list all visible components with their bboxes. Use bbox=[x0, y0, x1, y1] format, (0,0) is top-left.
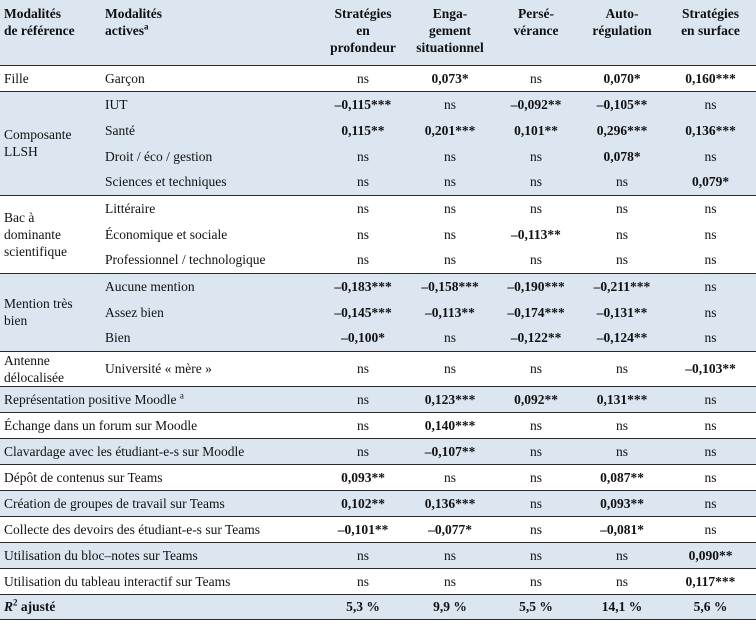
r2-value: 5,5 % bbox=[493, 594, 579, 619]
coefficient-cell: –0,145*** bbox=[334, 304, 392, 320]
variable-label bbox=[0, 568, 319, 594]
coefficient-cell: ns bbox=[407, 464, 493, 490]
table-row bbox=[0, 464, 756, 490]
r2-value: 5,6 % bbox=[665, 594, 756, 619]
table-row bbox=[0, 351, 756, 386]
reference-modality bbox=[0, 91, 101, 195]
variable-label-text: Échange dans un forum sur Moodle bbox=[4, 417, 198, 433]
coefficient-cell: –0,092** bbox=[493, 91, 579, 117]
coefficient-cell: ns bbox=[493, 412, 579, 438]
coefficient-cell: –0,122** bbox=[510, 330, 562, 346]
variable-label-text: Utilisation du bloc–notes sur Teams bbox=[4, 547, 198, 563]
reference-line: bien bbox=[4, 313, 28, 328]
coefficient-cell: –0,183*** bbox=[319, 273, 407, 299]
coefficient-cell: ns bbox=[579, 351, 665, 386]
table-row bbox=[0, 490, 756, 516]
coefficient-cell: ns bbox=[665, 490, 756, 516]
coefficient-cell: 0,090** bbox=[665, 542, 756, 568]
header-active: Modalités actives$^a$ bbox=[101, 0, 319, 65]
coefficient-cell: 0,078* bbox=[603, 148, 641, 164]
coefficient-cell: ns bbox=[356, 174, 369, 190]
table-row bbox=[0, 542, 756, 568]
reference-line: Bac à bbox=[4, 209, 35, 225]
coefficient-cell: 0,093** bbox=[579, 490, 665, 516]
coefficient-cell: ns bbox=[319, 542, 407, 568]
reference-line: LLSH bbox=[4, 144, 38, 159]
coefficient-cell: 0,087** bbox=[579, 464, 665, 490]
r2-value: 5,3 % bbox=[319, 594, 407, 619]
coefficient-cell: ns bbox=[615, 252, 628, 268]
table-row bbox=[0, 117, 756, 143]
footnote-mark: a bbox=[179, 390, 184, 400]
coefficient-cell: ns bbox=[665, 412, 756, 438]
table-row bbox=[0, 273, 756, 299]
coefficient-cell: 0,102** bbox=[319, 490, 407, 516]
coefficient-cell: ns bbox=[665, 464, 756, 490]
variable-label bbox=[0, 412, 319, 438]
coefficient-cell: 0,136*** bbox=[685, 122, 736, 138]
coefficient-cell: ns bbox=[407, 568, 493, 594]
coefficient-cell: ns bbox=[704, 226, 717, 242]
variable-label bbox=[0, 438, 319, 464]
reference-modality bbox=[0, 195, 101, 273]
header-strategies-surface: Stratégies en surface bbox=[665, 0, 756, 65]
reference-modality bbox=[0, 351, 101, 386]
table-row bbox=[0, 247, 756, 273]
variable-label bbox=[0, 464, 319, 490]
coefficient-cell: –0,077* bbox=[407, 516, 493, 542]
variable-label bbox=[0, 386, 319, 412]
reference-line: Antenne bbox=[4, 352, 50, 368]
active-modality: Garçon bbox=[101, 65, 319, 91]
reference-line: délocalisée bbox=[4, 369, 64, 385]
coefficient-cell: –0,100* bbox=[341, 330, 385, 346]
table-row bbox=[0, 412, 756, 438]
coefficient-cell: 0,073* bbox=[407, 65, 493, 91]
adjusted-r2-label: $R^2$ ajusté bbox=[0, 594, 319, 619]
coefficient-cell: ns bbox=[579, 438, 665, 464]
coefficient-cell: –0,105** bbox=[579, 91, 665, 117]
coefficient-cell: ns bbox=[579, 568, 665, 594]
coefficient-cell: ns bbox=[665, 273, 756, 299]
coefficient-cell: 0,079* bbox=[691, 174, 730, 190]
coefficient-cell: –0,190*** bbox=[493, 273, 579, 299]
coefficient-cell: ns bbox=[665, 91, 756, 117]
reference-line: Composante bbox=[4, 127, 72, 142]
coefficient-cell: ns bbox=[319, 65, 407, 91]
variable-label-text: Création de groupes de travail sur Teams bbox=[4, 495, 225, 511]
coefficient-cell: ns bbox=[493, 490, 579, 516]
coefficient-cell: 0,136*** bbox=[407, 490, 493, 516]
coefficient-cell: ns bbox=[319, 351, 407, 386]
variable-label-text: Clavardage avec les étudiant-e-s sur Moodle bbox=[4, 443, 245, 459]
coefficient-cell: –0,081* bbox=[579, 516, 665, 542]
coefficient-cell: ns bbox=[704, 304, 717, 320]
active-modality: Droit / éco / gestion bbox=[105, 148, 213, 164]
active-modality: Santé bbox=[105, 122, 135, 138]
r2-value: 14,1 % bbox=[579, 594, 665, 619]
variable-label-text: Représentation positive Moodle bbox=[4, 391, 177, 407]
table-row bbox=[0, 169, 756, 195]
coefficient-cell: ns bbox=[704, 252, 717, 268]
coefficient-cell: ns bbox=[319, 412, 407, 438]
variable-label bbox=[0, 490, 319, 516]
reference-modality bbox=[0, 273, 101, 351]
coefficient-cell: ns bbox=[665, 386, 756, 412]
coefficient-cell: ns bbox=[665, 516, 756, 542]
reference-line: scientifique bbox=[4, 243, 67, 259]
variable-label bbox=[0, 516, 319, 542]
header-engagement: Enga- gement situationnel bbox=[407, 0, 493, 65]
coefficient-cell: ns bbox=[443, 174, 456, 190]
coefficient-cell: ns bbox=[579, 412, 665, 438]
coefficient-cell: –0,113** bbox=[511, 226, 561, 242]
coefficient-cell: ns bbox=[615, 226, 628, 242]
coefficient-cell: ns bbox=[665, 195, 756, 221]
active-modality: IUT bbox=[101, 91, 319, 117]
table-body bbox=[0, 65, 756, 619]
coefficient-cell: ns bbox=[443, 252, 456, 268]
coefficient-cell: ns bbox=[704, 330, 717, 346]
variable-label-text: Collecte des devoirs des étudiant-e-s sur Teams bbox=[4, 521, 260, 537]
coefficient-cell: ns bbox=[493, 195, 579, 221]
coefficient-cell: –0,124** bbox=[596, 330, 648, 346]
coefficient-cell: ns bbox=[579, 195, 665, 221]
table-row bbox=[0, 386, 756, 412]
active-modality: Bien bbox=[105, 330, 131, 346]
coefficient-cell: –0,101** bbox=[319, 516, 407, 542]
table-row bbox=[0, 516, 756, 542]
coefficient-cell: ns bbox=[356, 148, 369, 164]
coefficient-cell: 0,093** bbox=[319, 464, 407, 490]
table-row bbox=[0, 195, 756, 221]
header-reference: Modalités de référence bbox=[0, 0, 101, 65]
coefficient-cell: ns bbox=[493, 542, 579, 568]
coefficient-cell: 0,296*** bbox=[596, 122, 648, 138]
table-row bbox=[0, 299, 756, 325]
reference-line: dominante bbox=[4, 226, 61, 242]
coefficient-cell: 0,201*** bbox=[424, 122, 476, 138]
coefficient-cell: –0,103** bbox=[665, 351, 756, 386]
variable-label bbox=[0, 542, 319, 568]
table-row bbox=[0, 65, 756, 91]
active-modality: Littéraire bbox=[101, 195, 319, 221]
reference-line: Fille bbox=[4, 70, 29, 86]
coefficient-cell: ns bbox=[529, 252, 542, 268]
header-perseverance: Persé- vérance bbox=[493, 0, 579, 65]
coefficient-cell: ns bbox=[704, 148, 717, 164]
coefficient-cell: ns bbox=[443, 148, 456, 164]
coefficient-cell: –0,115*** bbox=[319, 91, 407, 117]
coefficient-cell: ns bbox=[319, 386, 407, 412]
header-strategies-profondeur: Stratégies en profondeur bbox=[319, 0, 407, 65]
variable-label-text: Dépôt de contenus sur Teams bbox=[4, 469, 163, 485]
coefficient-cell: –0,174*** bbox=[507, 304, 565, 320]
coefficient-cell: –0,158*** bbox=[407, 273, 493, 299]
coefficient-cell: 0,131*** bbox=[579, 386, 665, 412]
coefficient-cell: ns bbox=[529, 148, 542, 164]
coefficient-cell: 0,123*** bbox=[407, 386, 493, 412]
coefficient-cell: ns bbox=[407, 195, 493, 221]
coefficient-cell: ns bbox=[615, 174, 628, 190]
coefficient-cell: ns bbox=[493, 464, 579, 490]
coefficient-cell: ns bbox=[407, 351, 493, 386]
coefficient-cell: ns bbox=[356, 226, 369, 242]
coefficient-cell: 0,092** bbox=[493, 386, 579, 412]
coefficient-cell: ns bbox=[493, 351, 579, 386]
coefficient-cell: 0,070* bbox=[579, 65, 665, 91]
coefficient-cell: 0,160*** bbox=[665, 65, 756, 91]
table-row bbox=[0, 91, 756, 117]
coefficient-cell: –0,211*** bbox=[579, 273, 665, 299]
table-row bbox=[0, 143, 756, 169]
coefficient-cell: ns bbox=[319, 195, 407, 221]
active-modality: Université « mère » bbox=[101, 351, 319, 386]
coefficient-cell: 0,101** bbox=[514, 122, 558, 138]
coefficient-cell: –0,107** bbox=[407, 438, 493, 464]
coefficient-cell: 0,115** bbox=[341, 122, 385, 138]
variable-label-text: Utilisation du tableau interactif sur Teams bbox=[4, 573, 231, 589]
coefficient-cell: ns bbox=[319, 568, 407, 594]
table-row bbox=[0, 568, 756, 594]
coefficient-cell: ns bbox=[407, 91, 493, 117]
coefficient-cell: ns bbox=[529, 174, 542, 190]
coefficient-cell: ns bbox=[443, 330, 456, 346]
adjusted-r2-row bbox=[0, 594, 756, 619]
coefficient-cell: ns bbox=[493, 568, 579, 594]
active-modality: Économique et sociale bbox=[105, 226, 228, 242]
coefficient-cell: ns bbox=[665, 438, 756, 464]
reference-modality bbox=[0, 65, 101, 91]
table-row bbox=[0, 325, 756, 351]
r2-value: 9,9 % bbox=[407, 594, 493, 619]
coefficient-cell: ns bbox=[493, 516, 579, 542]
active-modality: Professionnel / technologique bbox=[105, 252, 266, 268]
coefficient-cell: ns bbox=[493, 65, 579, 91]
coefficient-cell: ns bbox=[443, 226, 456, 242]
active-modality: Sciences et techniques bbox=[105, 174, 227, 190]
active-modality: Assez bien bbox=[105, 304, 164, 320]
coefficient-cell: ns bbox=[493, 438, 579, 464]
coefficient-cell: ns bbox=[407, 542, 493, 568]
table-row bbox=[0, 221, 756, 247]
coefficient-cell: –0,131** bbox=[596, 304, 648, 320]
coefficient-cell: ns bbox=[356, 252, 369, 268]
coefficient-cell: ns bbox=[319, 438, 407, 464]
table-row bbox=[0, 438, 756, 464]
header-row bbox=[0, 0, 756, 65]
header-autoregulation: Auto- régulation bbox=[579, 0, 665, 65]
coefficient-cell: 0,140*** bbox=[407, 412, 493, 438]
reference-line: Mention très bbox=[4, 296, 73, 311]
coefficient-cell: ns bbox=[579, 542, 665, 568]
coefficient-cell: –0,113** bbox=[425, 304, 475, 320]
coefficient-cell: 0,117*** bbox=[665, 568, 756, 594]
active-modality: Aucune mention bbox=[101, 273, 319, 299]
